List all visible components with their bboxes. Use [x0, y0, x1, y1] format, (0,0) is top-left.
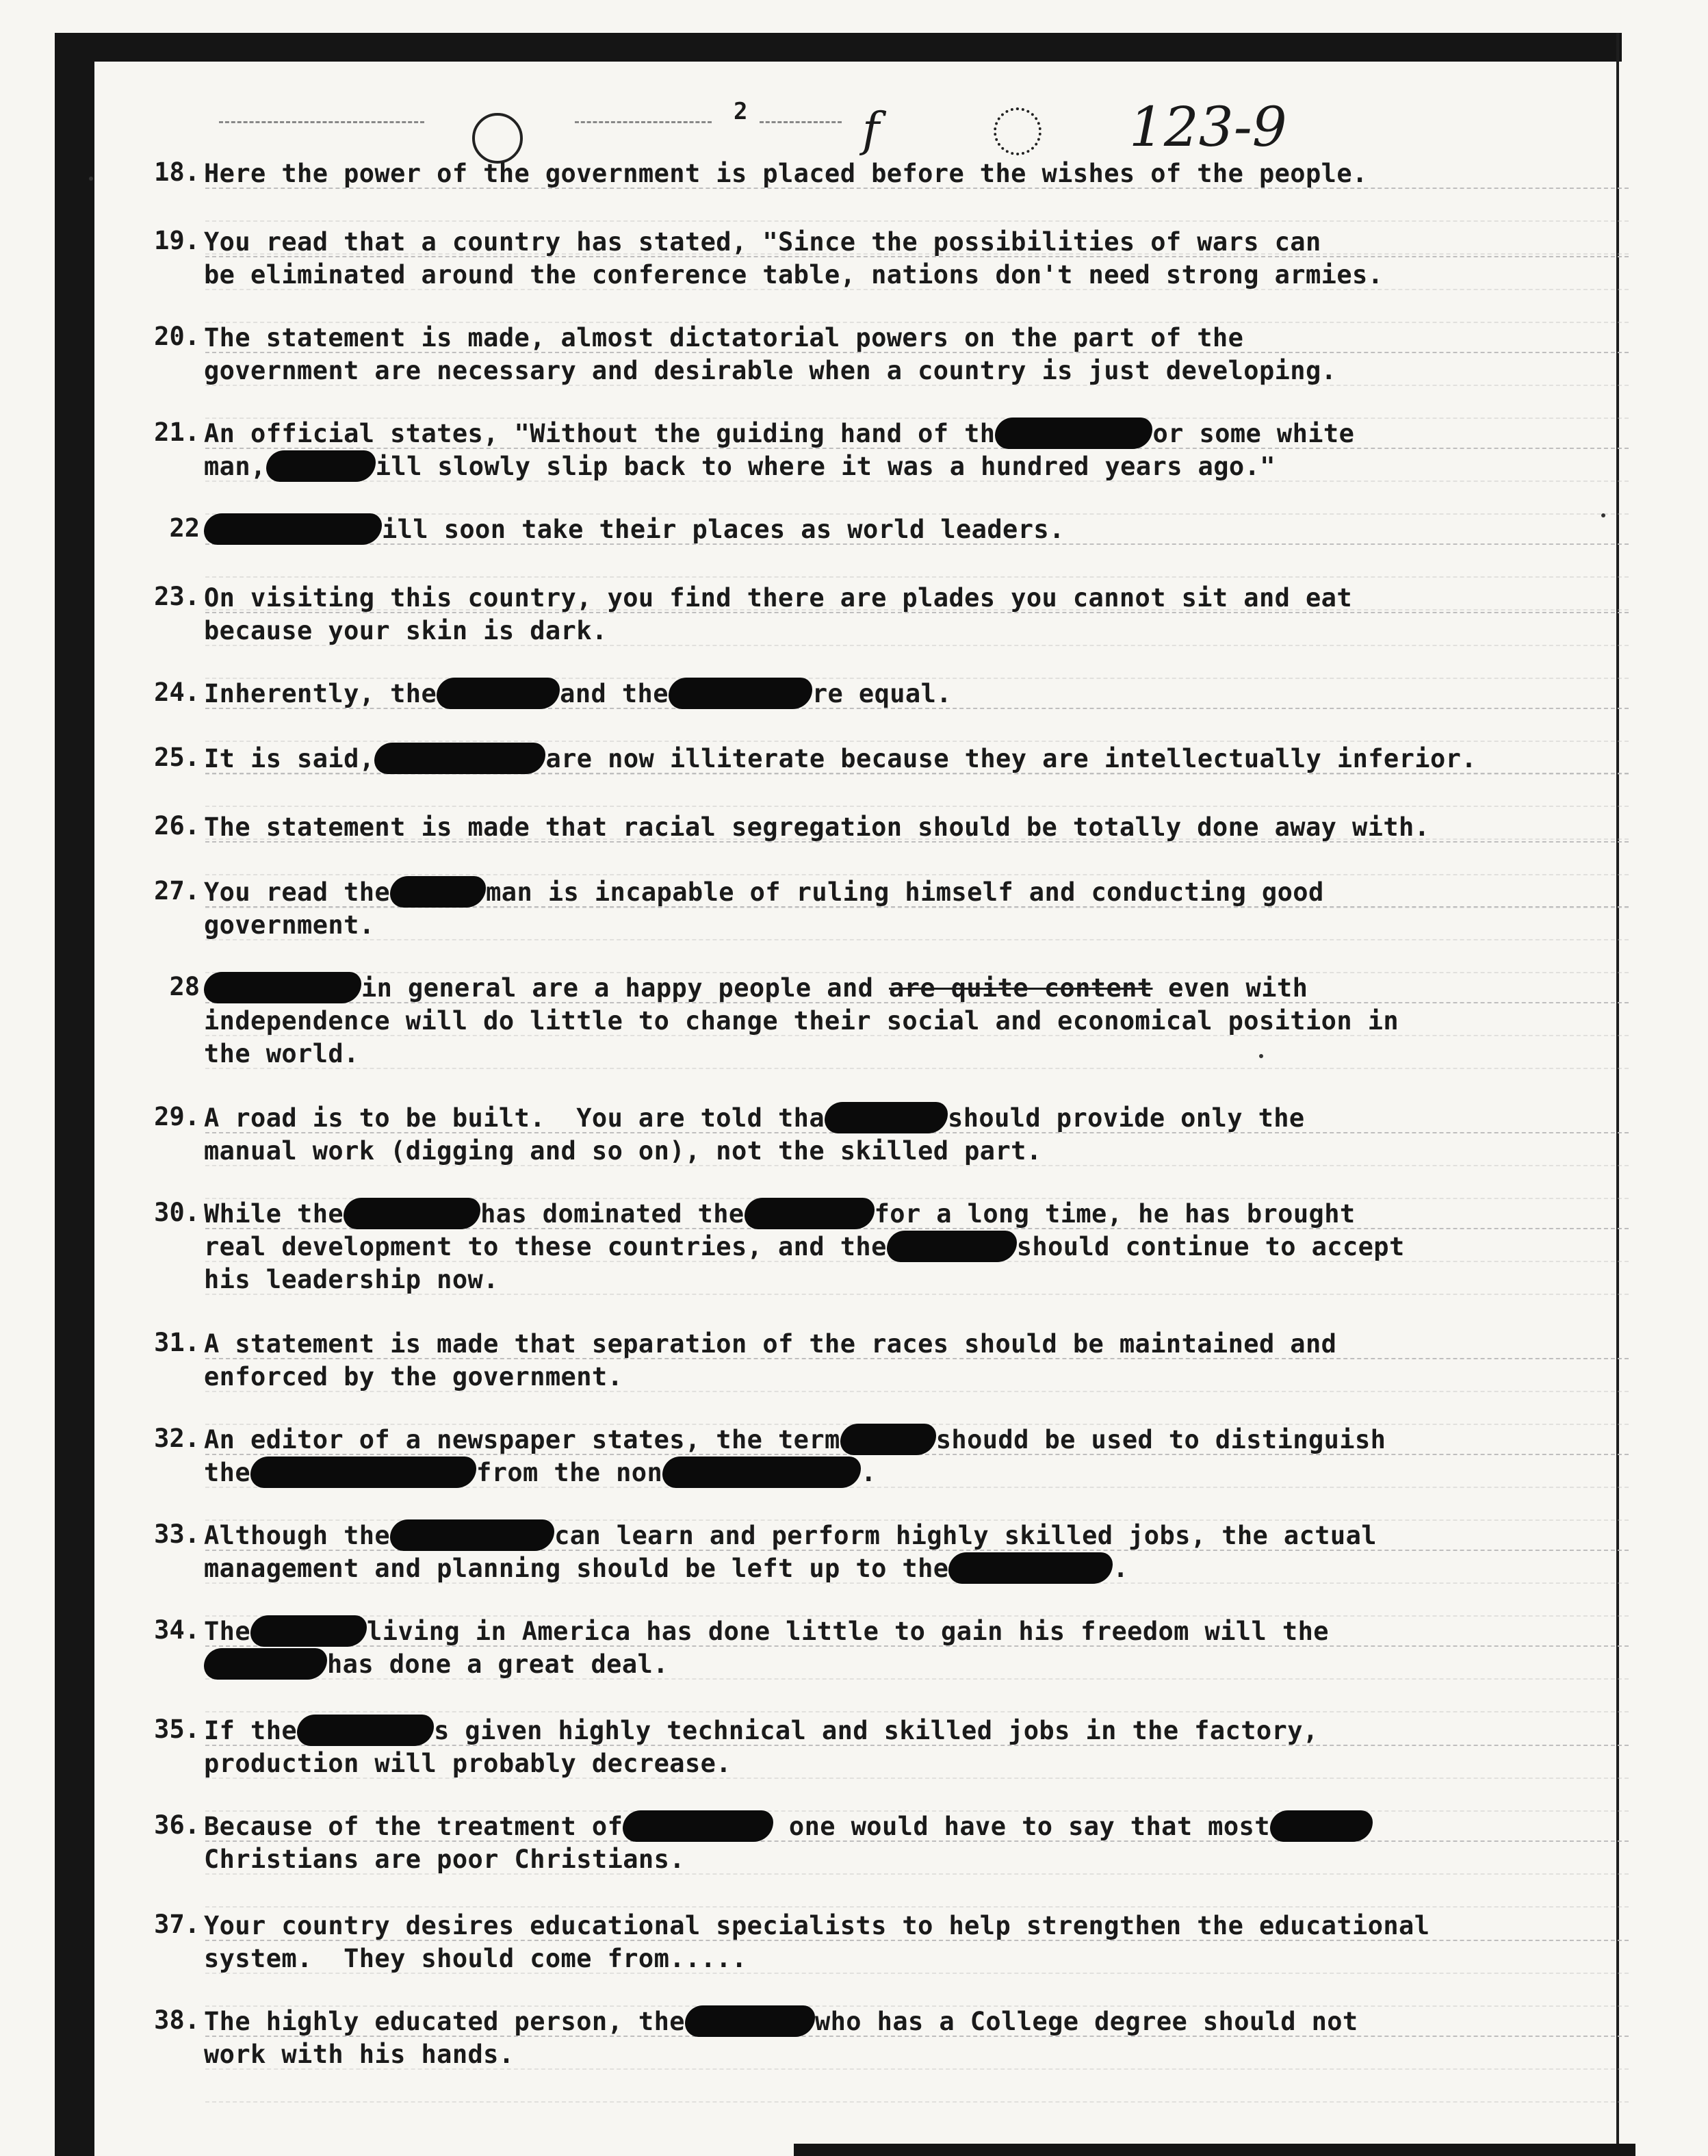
question-text: You read that a country has stated, "Since the possibilities of wars can be eliminated around the conference table, nations don't need strong armies.	[204, 227, 1384, 290]
redaction-blot	[266, 450, 376, 482]
text-segment: An editor of a newspaper states, the term	[204, 1425, 840, 1454]
text-segment: independence will do little to change their social and economical position in	[204, 1006, 1399, 1036]
question-line	[204, 1135, 1559, 1168]
text-segment: While the	[204, 1199, 344, 1229]
question-text	[204, 678, 1559, 710]
redaction-blot	[297, 1715, 434, 1746]
text-segment: An official states, "Without the guiding hand of th	[204, 419, 996, 448]
text-segment: The highly educated person, the	[204, 2007, 685, 2036]
question-line	[204, 1038, 1559, 1070]
question-line	[204, 418, 1559, 450]
question-text	[204, 418, 1559, 483]
text-segment: shoudd be used to distinguish	[935, 1425, 1386, 1454]
question-text	[204, 1810, 1559, 1876]
redaction-blot	[204, 513, 382, 545]
question-line	[204, 450, 1559, 483]
question-line	[204, 743, 1559, 775]
question-number: 21.	[154, 418, 200, 447]
text-segment: If the	[204, 1716, 298, 1745]
question-number: 24.	[154, 678, 200, 707]
page-number: 2	[734, 98, 748, 125]
text-segment: who has a College degree should not	[814, 2007, 1358, 2036]
text-segment: are now illiterate because they are intellectually inferior.	[545, 744, 1477, 773]
handwritten-doc-number: 123-9	[1129, 95, 1287, 159]
text-segment: man,	[204, 452, 266, 481]
text-segment: man is incapable of ruling himself and conducting good	[486, 877, 1324, 907]
question-line	[204, 1424, 1559, 1456]
guide-rule	[205, 874, 1629, 875]
text-segment: for a long time, he has brought	[874, 1199, 1356, 1229]
text-segment: has dominated the	[480, 1199, 745, 1229]
redaction-blot	[623, 1810, 773, 1842]
scan-speck	[1259, 1054, 1263, 1058]
text-segment: It is said,	[204, 744, 375, 773]
guide-rule	[205, 2101, 1629, 2103]
question-number: 34.	[154, 1615, 200, 1645]
question-line	[204, 1715, 1559, 1747]
redaction-blot	[887, 1231, 1017, 1262]
question-text: Your country desires educational specialists to help strengthen the educational system. They should come from.....	[204, 1911, 1430, 1973]
text-segment: in general are a happy people and	[361, 973, 889, 1003]
question-line	[204, 1231, 1559, 1263]
question-number: 35.	[154, 1715, 200, 1744]
scan-speck	[1601, 513, 1605, 517]
question-line	[204, 909, 1559, 942]
question-line	[204, 1005, 1559, 1038]
redaction-blot	[250, 1615, 367, 1647]
text-segment: even with	[1152, 973, 1308, 1003]
struck-text: are quite content	[888, 973, 1153, 1003]
text-segment: .	[1113, 1554, 1129, 1583]
redaction-blot	[250, 1456, 476, 1488]
guide-rule	[205, 1906, 1629, 1908]
question-number: 19.	[154, 226, 200, 255]
question-text	[204, 1424, 1559, 1489]
guide-rule	[205, 1711, 1629, 1712]
text-segment: has done a great deal.	[327, 1650, 669, 1679]
question-text	[204, 876, 1559, 942]
redaction-blot	[390, 876, 486, 908]
question-text	[204, 513, 1559, 546]
text-segment: should continue to accept	[1016, 1232, 1405, 1261]
question-line	[204, 513, 1559, 546]
question-line	[204, 678, 1559, 710]
text-segment: his leadership now.	[204, 1265, 499, 1294]
redaction-blot	[825, 1102, 948, 1133]
question-line	[204, 1456, 1559, 1489]
question-line	[204, 1552, 1559, 1585]
header-dashes	[219, 121, 424, 123]
question-text	[204, 1519, 1559, 1585]
text-segment: should provide only the	[948, 1103, 1305, 1133]
text-segment: You read the	[204, 877, 391, 907]
text-segment: and the	[560, 679, 669, 708]
question-line	[204, 2005, 1559, 2038]
redaction-blot	[437, 678, 560, 709]
question-line	[204, 1263, 1559, 1296]
question-text	[204, 1102, 1559, 1168]
question-line	[204, 1810, 1559, 1843]
punch-hole-circle	[994, 107, 1041, 155]
question-number: 38.	[154, 2005, 200, 2035]
question-text	[204, 972, 1559, 1070]
redaction-blot	[390, 1519, 554, 1551]
question-number: 26.	[154, 811, 200, 840]
question-number: 20.	[154, 322, 200, 351]
text-segment: real development to these countries, and the	[204, 1232, 887, 1261]
text-segment: work with his hands.	[204, 2040, 515, 2069]
question-text	[204, 743, 1559, 775]
redaction-blot	[840, 1424, 936, 1455]
text-segment: living in America has done little to gain his freedom will the	[367, 1617, 1329, 1646]
punch-hole-circle	[472, 113, 523, 164]
text-segment: production will probably decrease.	[204, 1749, 732, 1778]
question-line	[204, 1198, 1559, 1231]
question-text: The statement is made that racial segregation should be totally done away with.	[204, 812, 1430, 842]
guide-rule	[205, 741, 1629, 742]
question-number: 36.	[154, 1810, 200, 1840]
page-header	[137, 92, 1300, 168]
question-number: 32.	[154, 1424, 200, 1453]
question-number: 33.	[154, 1519, 200, 1549]
question-line	[204, 972, 1559, 1005]
redaction-blot	[662, 1456, 861, 1488]
redaction-blot	[344, 1198, 480, 1229]
text-segment: Inherently, the	[204, 679, 437, 708]
scan-bottom-border	[794, 2144, 1635, 2156]
question-number: 27.	[154, 876, 200, 906]
redaction-blot	[669, 678, 812, 709]
text-segment: Christians are poor Christians.	[204, 1845, 685, 1874]
question-text	[204, 2005, 1559, 2071]
text-segment: manual work (digging and so on), not the skilled part.	[204, 1136, 1042, 1166]
text-segment: management and planning should be left up to the	[204, 1554, 949, 1583]
question-line	[204, 1843, 1559, 1876]
redaction-blot	[745, 1198, 875, 1229]
text-segment: ill slowly slip back to where it was a hundred years ago."	[375, 452, 1276, 481]
question-text: The statement is made, almost dictatorial powers on the part of the government are necessary and desirable when a country is just developing.	[204, 323, 1337, 385]
text-segment: s given highly technical and skilled jobs in the factory,	[434, 1716, 1319, 1745]
text-segment: The	[204, 1617, 251, 1646]
redaction-blot	[204, 972, 361, 1003]
text-segment: from the non	[476, 1458, 663, 1487]
guide-rule	[205, 576, 1629, 578]
text-segment: the	[204, 1458, 251, 1487]
text-segment: government.	[204, 910, 375, 940]
redaction-blot	[995, 418, 1152, 449]
question-line	[204, 1648, 1559, 1681]
question-number: 22	[169, 513, 200, 543]
header-dashes	[575, 121, 712, 123]
question-line	[204, 1519, 1559, 1552]
redaction-blot	[948, 1552, 1113, 1584]
question-text: Here the power of the government is placed before the wishes of the people.	[204, 159, 1368, 188]
scan-left-border	[55, 33, 94, 2156]
question-number: 18.	[154, 157, 200, 187]
question-number: 29.	[154, 1102, 200, 1131]
handwritten-mark: f	[862, 103, 880, 157]
text-segment: A road is to be built. You are told tha	[204, 1103, 825, 1133]
text-segment: can learn and perform highly skilled jobs, the actual	[554, 1521, 1377, 1550]
question-text	[204, 1715, 1559, 1780]
text-segment: one would have to say that most	[773, 1812, 1270, 1841]
question-number: 28	[169, 972, 200, 1001]
question-text: On visiting this country, you find there are plades you cannot sit and eat because your skin is dark.	[204, 583, 1353, 645]
scan-top-border	[55, 33, 1622, 62]
question-line	[204, 1615, 1559, 1648]
redaction-blot	[204, 1648, 327, 1680]
question-number: 37.	[154, 1910, 200, 1939]
question-line	[204, 876, 1559, 909]
text-segment: the world.	[204, 1039, 359, 1068]
question-line	[204, 2038, 1559, 2071]
question-text: A statement is made that separation of the races should be maintained and enforced by the government.	[204, 1329, 1337, 1391]
question-number: 23.	[154, 582, 200, 611]
text-segment: .	[861, 1458, 877, 1487]
redaction-blot	[1270, 1810, 1373, 1842]
guide-rule	[205, 806, 1629, 807]
question-text	[204, 1615, 1559, 1681]
question-number: 30.	[154, 1198, 200, 1227]
scan-speck	[89, 177, 93, 181]
text-segment: ill soon take their places as world leaders.	[382, 515, 1065, 544]
redaction-blot	[685, 2005, 815, 2037]
question-number: 31.	[154, 1328, 200, 1357]
text-segment: re equal.	[812, 679, 952, 708]
text-segment: or some white	[1152, 419, 1355, 448]
guide-rule	[205, 220, 1629, 222]
question-text	[204, 1198, 1559, 1296]
header-dashes	[760, 121, 842, 123]
question-line	[204, 1747, 1559, 1780]
redaction-blot	[374, 743, 545, 774]
text-segment: Because of the treatment of	[204, 1812, 623, 1841]
text-segment: Although the	[204, 1521, 391, 1550]
question-number: 25.	[154, 743, 200, 772]
question-line	[204, 1102, 1559, 1135]
